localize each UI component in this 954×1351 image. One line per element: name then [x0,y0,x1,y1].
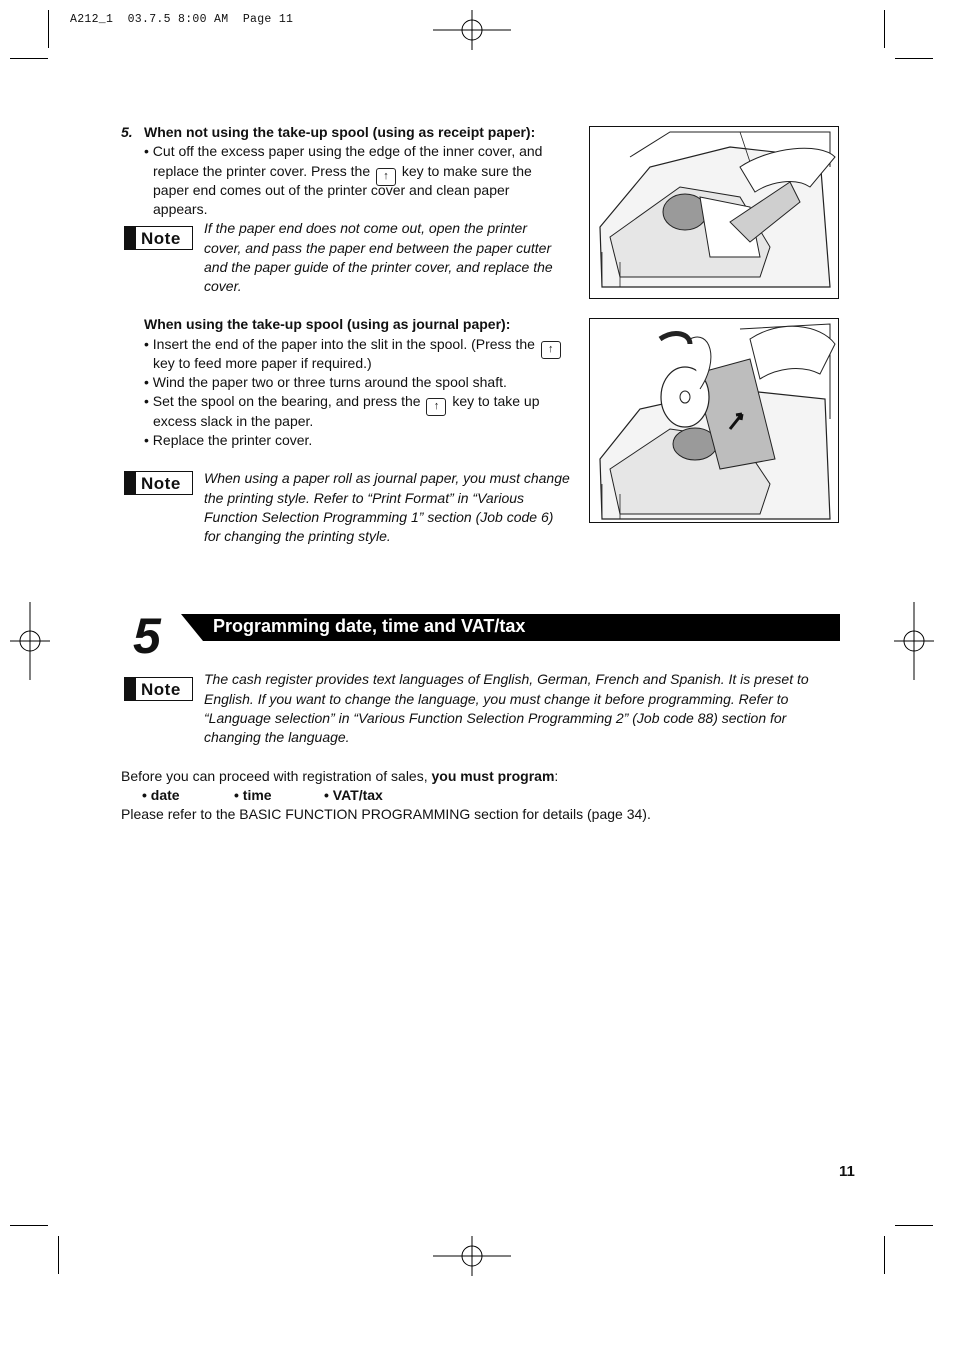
journal-text-part: • Set the spool on the bearing, and press the [144,393,421,409]
note-badge-bar [125,227,136,249]
journal-text: • Wind the paper two or three turns around the spool shaft. [144,374,507,390]
journal-text-part: • Insert the end of the paper into the slit in the spool. (Press the [144,336,535,352]
registration-mark-right [894,602,934,680]
crop-mark [884,1236,885,1274]
body-intro-bold: you must program [431,768,555,784]
crop-mark [58,1236,59,1274]
step-heading: When not using the take-up spool (using as receipt paper): [144,124,536,140]
note-text: Function Selection Programming 1” section (Job code 6) [204,509,554,525]
crop-mark [895,58,933,59]
body-refer: Please refer to the BASIC FUNCTION PROGRAMMING section for details (page 34). [121,806,651,822]
body-intro-end: : [554,768,559,784]
step-text-part: replace the printer cover. Press the [153,163,371,179]
journal-text: key to feed more paper if required.) [153,355,372,371]
step-text: paper end comes out of the printer cover and clean paper [153,182,510,198]
crop-mark [895,1225,933,1226]
journal-text-part: key to take up [452,393,540,409]
step-number: 5. [121,124,133,140]
program-item: • VAT/tax [324,787,383,803]
printer-receipt-drawing [590,127,838,298]
crop-mark [10,58,48,59]
note-text: When using a paper roll as journal paper, you must change [204,470,570,486]
feed-key-icon: ↑ [541,341,561,359]
crop-mark [48,10,49,48]
step-text-part: key to make sure the [401,163,532,179]
note-text: If the paper end does not come out, open the printer [204,220,527,236]
crop-mark [884,10,885,48]
note-text: and the paper guide of the printer cover, and replace the [204,259,553,275]
section-number: 5 [133,608,161,664]
note-badge [124,226,193,250]
note-text: the printing style. Refer to “Print Format” in “Various [204,490,525,506]
feed-key-icon: ↑ [426,398,446,416]
feed-key-icon: ↑ [376,168,396,186]
note-label: Note [141,680,181,699]
journal-heading: When using the take-up spool (using as journal paper): [144,316,511,332]
step-text: appears. [153,201,208,217]
body-intro-text: Before you can proceed with registration of sales, [121,768,428,784]
program-item: • date [142,787,180,803]
note-text: for changing the printing style. [204,528,391,544]
crop-mark [10,1225,48,1226]
note-badge-bar [125,678,136,700]
step-text: • Cut off the excess paper using the edge of the inner cover, and [144,143,543,159]
illustration-journal-spool [589,318,839,523]
note-text: The cash register provides text languages of English, German, French and Spanish. It is preset to [204,671,809,687]
registration-mark-left [10,602,50,680]
note-text: English. If you want to change the language, you must change it before programming. Refer to [204,691,789,707]
section-title: Programming date, time and VAT/tax [213,616,526,636]
note-label: Note [141,229,181,248]
registration-mark-top [433,10,511,50]
note-text: cover. [204,278,242,294]
illustration-receipt-paper [589,126,839,299]
printer-spool-drawing [590,319,838,522]
journal-text: excess slack in the paper. [153,413,314,429]
journal-text: • Replace the printer cover. [144,432,313,448]
registration-mark-bottom [433,1236,511,1276]
program-item: • time [234,787,272,803]
note-text: changing the language. [204,729,350,745]
print-slug: A212_1 03.7.5 8:00 AM Page 11 [70,13,294,26]
note-badge [124,471,193,495]
note-badge [124,677,193,701]
note-label: Note [141,474,181,493]
note-text: “Language selection” in “Various Function Selection Programming 2” (Job code 88) section for [204,710,787,726]
body-intro [121,767,558,787]
note-text: cover, and pass the paper end between the paper cutter [204,240,552,256]
note-badge-bar [125,472,136,494]
page-number: 11 [839,1163,855,1180]
